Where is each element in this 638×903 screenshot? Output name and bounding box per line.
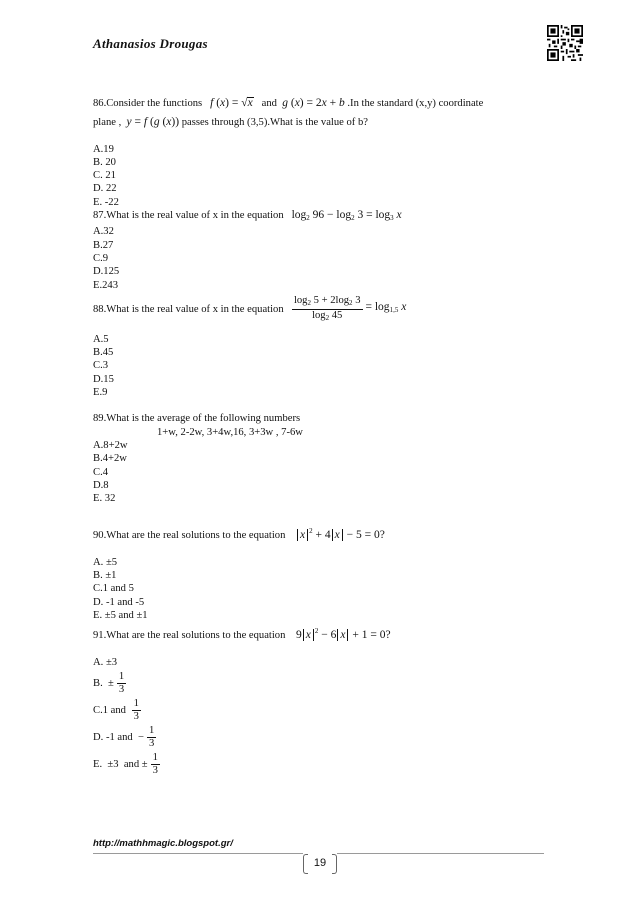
answer-option: E. -22 (93, 196, 119, 208)
answer-option: E. ±5 and ±1 (93, 609, 148, 621)
answer-option: A.19 (93, 143, 114, 155)
question-text: 88.What is the real value of x in the equation (93, 303, 284, 315)
answer-option: C.3 (93, 360, 109, 372)
answer-option: B.45 (93, 347, 114, 359)
equation: x $^2$ + 4 x − 5 = 0? (296, 529, 385, 541)
answer-option: B.27 (93, 239, 114, 251)
equation: 9 x $^2$ − 6 x + 1 = 0? (296, 627, 391, 642)
equation-rhs: = $\log_{1,5} x$ (365, 301, 407, 315)
answer-option: D.125 (93, 266, 120, 278)
question-text: 87.What is the real value of x in the equation (93, 210, 284, 222)
answer-option: E. 32 (93, 493, 116, 505)
question-text: 90.What are the real solutions to the equation (93, 530, 286, 542)
answer-option: B. ±1 (93, 570, 117, 582)
answer-option: B. 20 (93, 156, 116, 168)
answer-option: C. 21 (93, 170, 116, 182)
equation: $\log_2 96 - \log_2 3 = \log_3 x$ (291, 209, 402, 223)
answer-option: A. ±3 (93, 656, 118, 668)
author-name: Athanasios Drougas (93, 36, 208, 51)
answer-option: A. ±5 (93, 556, 118, 568)
number-list: 1+w, 2-2w, 3+4w,16, 3+3w , 7-6w (157, 426, 303, 438)
y-definition: y = f (g (x)) (126, 116, 180, 129)
answer-option: C.4 (93, 466, 109, 478)
answer-option: A.5 (93, 333, 109, 345)
question-text: 91.What are the real solutions to the equation (93, 630, 286, 642)
answer-option: D. 22 (93, 183, 117, 195)
answer-option: E.243 (93, 279, 119, 291)
question-88 (93, 295, 563, 399)
question-text: 86.Consider the functions (93, 98, 203, 109)
answer-option: E.9 (93, 387, 108, 399)
answer-option: C.1 and 5 (93, 583, 134, 595)
page-number: 19 (303, 852, 337, 872)
answer-option: D.8 (93, 479, 109, 491)
answer-option: A.32 (93, 226, 114, 238)
answer-option: B. ± $\frac{1}{3}$ (93, 670, 125, 695)
f-definition: f (x) = √x (210, 97, 253, 109)
g-definition: g (x) = 2x + b (282, 97, 345, 109)
answer-option: D. -1 and − $\frac{1}{3}$ (93, 724, 155, 749)
answer-option: A.8+2w (93, 439, 128, 451)
answer-option: C.1 and $\frac{1}{3}$ (93, 697, 139, 722)
fraction: $\frac{\log_2 5 + 2\log_2 3}{\log_2 45}$ (293, 294, 361, 322)
question-91 (93, 625, 563, 777)
question-text: 89.What is the average of the following numbers (93, 413, 301, 425)
question-90 (93, 525, 563, 622)
answer-option: E. ±3 and ± $\frac{1}{3}$ (93, 751, 158, 776)
answer-option: D. -1 and -5 (93, 596, 145, 608)
question-list (93, 97, 563, 777)
qr-code-icon (547, 25, 583, 61)
answer-option: C.9 (93, 252, 109, 264)
answer-option: D.15 (93, 373, 114, 385)
footer-url[interactable]: http://mathhmagic.blogspot.gr/ (93, 838, 233, 849)
answer-option: B.4+2w (93, 453, 127, 465)
question-87 (93, 209, 563, 292)
question-86: 86.Consider the functions f (x) = √x and g (x) = 2x + b .In the standard (x,y) coordinate plane , y = f (g (x)) passes through (3,5).What is the value of b? A.19 B. 20 C. 21 D. 22 E. -22 (93, 97, 563, 209)
question-89 (93, 412, 563, 505)
